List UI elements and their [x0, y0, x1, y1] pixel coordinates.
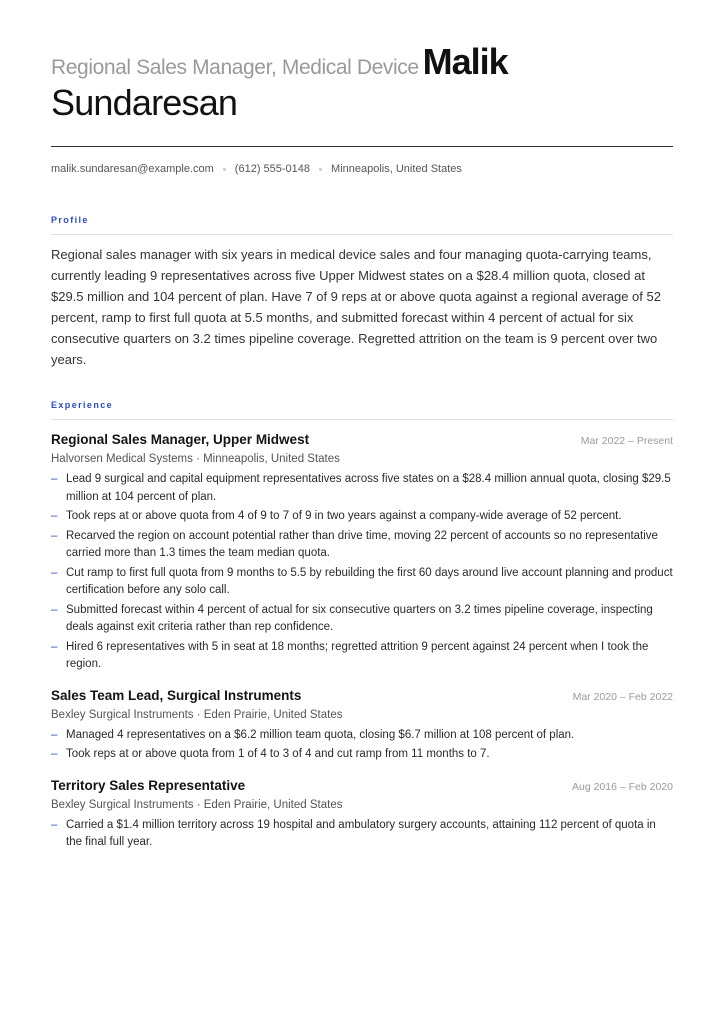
job-entry — [51, 432, 673, 674]
job-title: Sales Team Lead, Surgical Instruments — [51, 687, 302, 703]
profile-summary: Regional sales manager with six years in medical device sales and four managing quota-carrying teams, currently leading 9 representatives across five Upper Midwest states on a $28.4 million quota, closed at $29.5 million and 104 percent of plan. Have 7 of 9 reps at or above quota against a regional average of 52 percent, ramp to first full quota at 5.5 months, and submitted forecast within 4 percent of actual for six consecutive quarters on 3.2 times pipeline coverage. Regretted attrition on the team is 9 percent over two years. — [51, 247, 661, 367]
job-bullet-text: Took reps at or above quota from 1 of 4 to 3 of 4 and cut ramp from 11 months to 7. — [66, 748, 490, 760]
job-bullet — [51, 727, 673, 745]
job-header — [51, 432, 673, 447]
job-bullet-list — [51, 817, 673, 852]
contact-location: Minneapolis, United States — [331, 163, 462, 175]
first-name: Malik — [422, 41, 508, 82]
job-list — [51, 432, 673, 852]
job-bullet — [51, 528, 673, 563]
job-bullet — [51, 508, 673, 526]
bullet-dash-icon: – — [51, 818, 58, 831]
job-title: Territory Sales Representative — [51, 777, 246, 793]
job-bullet-list — [51, 727, 673, 764]
contact-email[interactable]: malik.sundaresan@example.com — [51, 163, 214, 175]
experience-section — [51, 400, 673, 852]
job-bullet-text: Managed 4 representatives on a $6.2 million team quota, closing $6.7 million at 108 percent of plan. — [66, 728, 575, 741]
profile-heading: Profile — [51, 215, 89, 225]
job-bullet — [51, 471, 673, 506]
header-divider — [51, 146, 673, 147]
job-bullet — [51, 602, 673, 637]
job-header — [51, 778, 673, 793]
role-title: Regional Sales Manager, Medical Device — [51, 56, 419, 79]
job-organization: Halvorsen Medical Systems · Minneapolis, United States — [51, 453, 340, 465]
contact-separator-dot — [223, 168, 226, 171]
experience-heading: Experience — [51, 400, 114, 410]
bullet-dash-icon: – — [51, 748, 58, 760]
contact-separator-dot — [319, 168, 322, 171]
job-bullet — [51, 746, 673, 764]
contact-phone[interactable]: (612) 555-0148 — [234, 163, 311, 175]
job-bullet-text: Lead 9 surgical and capital equipment representatives across five states on a $28.4 million annual quota, closing $29.5 million at 104 percent of plan. — [66, 473, 671, 503]
profile-divider — [51, 234, 673, 235]
job-dates: Mar 2020 – Feb 2022 — [572, 690, 673, 703]
job-bullet-text: Cut ramp to first full quota from 9 months to 5.5 by rebuilding the first 60 days around live account planning and product certification before any solo call. — [66, 566, 673, 596]
bullet-dash-icon: – — [51, 603, 58, 616]
job-dates: Aug 2016 – Feb 2020 — [571, 780, 673, 793]
job-dates: Mar 2022 – Present — [580, 435, 673, 447]
job-bullet-list — [51, 471, 673, 674]
profile-section — [51, 215, 673, 370]
bullet-dash-icon: – — [51, 473, 58, 485]
bullet-dash-icon: – — [51, 640, 58, 653]
job-organization: Bexley Surgical Instruments · Eden Prairie, United States — [51, 798, 343, 811]
bullet-dash-icon: – — [51, 529, 58, 542]
job-bullet — [51, 817, 673, 852]
job-entry — [51, 778, 673, 852]
bullet-dash-icon: – — [51, 510, 58, 522]
bullet-dash-icon: – — [51, 728, 58, 741]
job-bullet-text: Carried a $1.4 million territory across 19 hospital and ambulatory surgery accounts, attaining 112 percent of quota in the final full year. — [66, 818, 656, 848]
resume-header — [51, 41, 673, 123]
job-title: Regional Sales Manager, Upper Midwest — [51, 432, 310, 447]
job-entry — [51, 688, 673, 764]
job-bullet-text: Took reps at or above quota from 4 of 9 to 7 of 9 in two years against a company-wide average of 52 percent. — [66, 510, 622, 522]
bullet-dash-icon: – — [51, 566, 58, 579]
experience-divider — [51, 419, 673, 420]
last-name: Sundaresan — [51, 82, 238, 123]
job-bullet — [51, 639, 673, 674]
job-organization: Bexley Surgical Instruments · Eden Prairie, United States — [51, 708, 343, 721]
job-header — [51, 688, 673, 703]
job-bullet-text: Submitted forecast within 4 percent of actual for six consecutive quarters on 3.2 times pipeline coverage, inspecting deals against exit criteria rather than rep confidence. — [66, 603, 653, 633]
job-bullet-text: Hired 6 representatives with 5 in seat at 18 months; regretted attrition 9 percent against 24 percent when I took the region. — [66, 640, 649, 670]
job-bullet-text: Recarved the region on account potential rather than drive time, moving 22 percent of accounts so no representative carried more than 1.3 times the team median quota. — [66, 529, 658, 559]
job-bullet — [51, 565, 673, 600]
contact-line — [51, 163, 673, 175]
